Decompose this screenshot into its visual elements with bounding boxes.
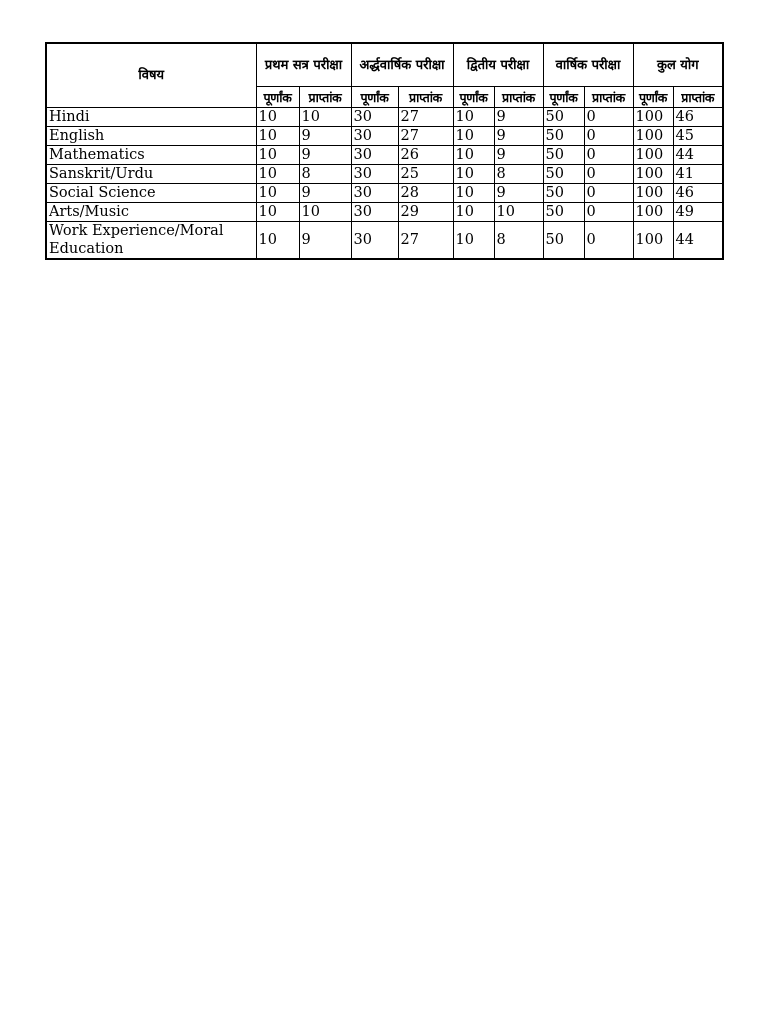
mark-cell: 0 (584, 184, 633, 203)
mark-cell: 8 (494, 165, 543, 184)
mark-cell: 44 (673, 222, 723, 260)
mark-cell: 0 (584, 127, 633, 146)
sub-header-obtained-marks: प्राप्तांक (584, 87, 633, 108)
mark-cell: 30 (351, 127, 398, 146)
mark-cell: 50 (543, 222, 584, 260)
mark-cell: 10 (299, 203, 351, 222)
mark-cell: 9 (494, 108, 543, 127)
mark-cell: 30 (351, 184, 398, 203)
group-header-half-yearly: अर्द्धवार्षिक परीक्षा (351, 43, 453, 87)
mark-cell: 100 (633, 203, 673, 222)
mark-cell: 9 (299, 146, 351, 165)
group-header-grand-total: कुल योग (633, 43, 723, 87)
mark-cell: 46 (673, 184, 723, 203)
mark-cell: 50 (543, 165, 584, 184)
mark-cell: 0 (584, 108, 633, 127)
subject-header: विषय (46, 43, 256, 108)
mark-cell: 9 (299, 222, 351, 260)
mark-cell: 10 (453, 184, 494, 203)
sub-header-obtained-marks: प्राप्तांक (299, 87, 351, 108)
mark-cell: 10 (256, 127, 299, 146)
subject-cell: Arts/Music (46, 203, 256, 222)
mark-cell: 10 (256, 165, 299, 184)
sub-header-obtained-marks: प्राप्तांक (494, 87, 543, 108)
group-header-second-exam: द्वितीय परीक्षा (453, 43, 543, 87)
sub-header-obtained-marks: प्राप्तांक (398, 87, 453, 108)
mark-cell: 10 (256, 146, 299, 165)
mark-cell: 50 (543, 127, 584, 146)
mark-cell: 100 (633, 184, 673, 203)
mark-cell: 10 (256, 203, 299, 222)
mark-cell: 26 (398, 146, 453, 165)
mark-cell: 100 (633, 222, 673, 260)
mark-cell: 50 (543, 184, 584, 203)
mark-cell: 0 (584, 165, 633, 184)
group-header-row (46, 43, 723, 87)
mark-cell: 9 (494, 184, 543, 203)
mark-cell: 10 (453, 222, 494, 260)
mark-cell: 10 (453, 203, 494, 222)
mark-cell: 30 (351, 146, 398, 165)
mark-cell: 9 (494, 146, 543, 165)
mark-cell: 30 (351, 165, 398, 184)
mark-cell: 10 (256, 222, 299, 260)
table-row (46, 222, 723, 260)
mark-cell: 100 (633, 127, 673, 146)
table-row (46, 203, 723, 222)
mark-cell: 29 (398, 203, 453, 222)
table-row (46, 146, 723, 165)
mark-cell: 27 (398, 222, 453, 260)
mark-cell: 45 (673, 127, 723, 146)
table-row (46, 165, 723, 184)
mark-cell: 10 (256, 108, 299, 127)
mark-cell: 49 (673, 203, 723, 222)
table-row (46, 184, 723, 203)
subject-cell: Sanskrit/Urdu (46, 165, 256, 184)
group-header-first-term: प्रथम सत्र परीक्षा (256, 43, 351, 87)
mark-cell: 30 (351, 203, 398, 222)
mark-cell: 10 (453, 165, 494, 184)
mark-cell: 30 (351, 222, 398, 260)
mark-cell: 46 (673, 108, 723, 127)
sub-header-full-marks: पूर्णांक (256, 87, 299, 108)
mark-cell: 8 (299, 165, 351, 184)
sub-header-full-marks: पूर्णांक (633, 87, 673, 108)
mark-cell: 100 (633, 146, 673, 165)
mark-cell: 100 (633, 108, 673, 127)
sub-header-obtained-marks: प्राप्तांक (673, 87, 723, 108)
mark-cell: 25 (398, 165, 453, 184)
mark-cell: 0 (584, 146, 633, 165)
sub-header-full-marks: पूर्णांक (351, 87, 398, 108)
sub-header-full-marks: पूर्णांक (543, 87, 584, 108)
mark-cell: 0 (584, 222, 633, 260)
mark-cell: 41 (673, 165, 723, 184)
mark-cell: 10 (494, 203, 543, 222)
mark-cell: 10 (453, 127, 494, 146)
subject-cell: Work Experience/Moral Education (46, 222, 256, 260)
subject-cell: Social Science (46, 184, 256, 203)
mark-cell: 27 (398, 108, 453, 127)
mark-cell: 27 (398, 127, 453, 146)
mark-cell: 100 (633, 165, 673, 184)
mark-cell: 10 (453, 108, 494, 127)
mark-cell: 28 (398, 184, 453, 203)
subject-cell: Hindi (46, 108, 256, 127)
table-row (46, 108, 723, 127)
mark-cell: 10 (453, 146, 494, 165)
subject-cell: English (46, 127, 256, 146)
sub-header-full-marks: पूर्णांक (453, 87, 494, 108)
mark-cell: 10 (256, 184, 299, 203)
mark-cell: 9 (494, 127, 543, 146)
mark-cell: 0 (584, 203, 633, 222)
mark-cell: 50 (543, 203, 584, 222)
mark-cell: 30 (351, 108, 398, 127)
group-header-annual-exam: वार्षिक परीक्षा (543, 43, 633, 87)
mark-cell: 44 (673, 146, 723, 165)
table-row (46, 127, 723, 146)
mark-cell: 9 (299, 127, 351, 146)
marks-table (45, 42, 724, 260)
mark-cell: 8 (494, 222, 543, 260)
mark-cell: 50 (543, 108, 584, 127)
mark-cell: 50 (543, 146, 584, 165)
mark-cell: 10 (299, 108, 351, 127)
subject-cell: Mathematics (46, 146, 256, 165)
mark-cell: 9 (299, 184, 351, 203)
